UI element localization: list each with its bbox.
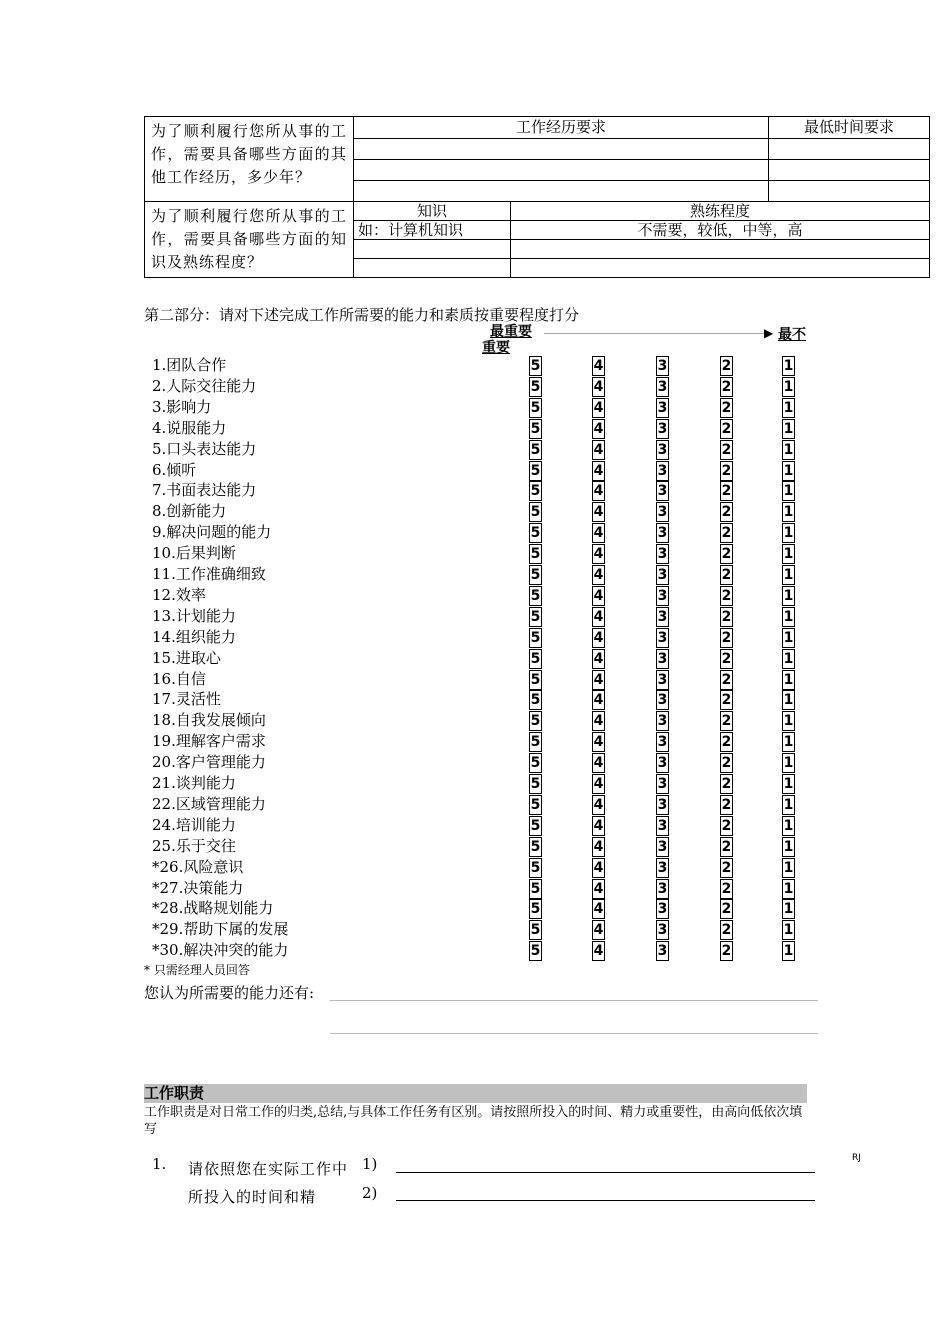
score-option-5[interactable]: 5: [530, 378, 541, 395]
score-option-2[interactable]: 2: [721, 901, 732, 918]
score-option-5[interactable]: 5: [530, 525, 541, 542]
score-option-3[interactable]: 3: [657, 546, 668, 563]
score-option-5[interactable]: 5: [530, 713, 541, 730]
score-option-4[interactable]: 4: [593, 587, 604, 604]
ability-label: *29.帮助下属的发展: [152, 920, 289, 939]
corner-mark: RJ: [852, 1153, 861, 1163]
manager-note: * 只需经理人员回答: [144, 963, 250, 977]
score-option-2[interactable]: 2: [721, 922, 732, 939]
score-option-3[interactable]: 3: [657, 776, 668, 792]
ability-label: 11.工作准确细致: [152, 565, 266, 583]
proficiency-input-cell[interactable]: [511, 240, 930, 259]
score-option-1[interactable]: 1: [783, 755, 794, 772]
score-option-5[interactable]: 5: [530, 650, 541, 667]
ability-row: [152, 836, 802, 857]
score-option-5[interactable]: 5: [530, 796, 541, 813]
experience-header: 工作经历要求: [354, 117, 769, 139]
score-option-2[interactable]: 2: [721, 546, 732, 563]
score-option-3[interactable]: 3: [657, 796, 668, 813]
score-option-5[interactable]: 5: [530, 859, 541, 876]
score-option-2[interactable]: 2: [721, 420, 732, 437]
ability-label: 9.解决问题的能力: [152, 523, 272, 542]
ability-row: [152, 857, 802, 878]
score-option-1[interactable]: 1: [783, 880, 794, 897]
score-option-3[interactable]: 3: [657, 378, 668, 395]
duty-question-number: 1.: [152, 1155, 167, 1173]
score-option-3[interactable]: 3: [657, 734, 668, 751]
answer-label-1: 1): [362, 1155, 378, 1173]
ability-label: 21.谈判能力: [152, 774, 236, 792]
score-option-3[interactable]: 3: [657, 943, 668, 960]
score-option-2[interactable]: 2: [721, 567, 732, 583]
score-option-2[interactable]: 2: [721, 713, 732, 730]
score-option-4[interactable]: 4: [593, 567, 604, 583]
score-option-2[interactable]: 2: [721, 817, 732, 834]
ability-row: [152, 878, 802, 899]
score-option-1[interactable]: 1: [783, 483, 794, 500]
arrow-right-icon: ▶: [764, 326, 774, 340]
score-option-1[interactable]: 1: [783, 692, 794, 709]
score-option-4[interactable]: 4: [593, 922, 604, 939]
score-option-2[interactable]: 2: [721, 650, 732, 667]
proficiency-example: 不需要，较低，中等，高: [511, 221, 930, 240]
ability-label: 24.培训能力: [152, 815, 236, 834]
score-option-3[interactable]: 3: [657, 922, 668, 939]
knowledge-input-cell[interactable]: [354, 240, 511, 259]
ability-row: [152, 543, 802, 564]
score-option-4[interactable]: 4: [593, 546, 604, 563]
score-option-3[interactable]: 3: [657, 629, 668, 646]
score-option-4[interactable]: 4: [593, 859, 604, 876]
score-option-4[interactable]: 4: [593, 692, 604, 709]
ability-label: 25.乐于交往: [152, 836, 236, 855]
score-option-3[interactable]: 3: [657, 399, 668, 416]
score-option-1[interactable]: 1: [783, 358, 794, 374]
score-option-2[interactable]: 2: [721, 629, 732, 646]
ability-label: 14.组织能力: [152, 627, 236, 646]
ability-row: [152, 606, 802, 627]
score-option-2[interactable]: 2: [721, 378, 732, 395]
score-option-4[interactable]: 4: [593, 650, 604, 667]
score-option-1[interactable]: 1: [783, 441, 794, 458]
score-option-3[interactable]: 3: [657, 838, 668, 855]
ability-row: [152, 418, 802, 439]
score-option-1[interactable]: 1: [783, 713, 794, 730]
duty-question-text: 请依照您在实际工作中所投入的时间和精: [188, 1160, 349, 1206]
more-abilities-prompt: 您认为所需要的能力还有:: [144, 984, 315, 1002]
score-option-5[interactable]: 5: [530, 629, 541, 646]
ability-row: [152, 919, 802, 940]
ability-label: *28.战略规划能力: [152, 899, 274, 918]
experience-question: 为了顺利履行您所从事的工作，需要具备哪些方面的其他工作经历，多少年？: [145, 117, 354, 202]
score-option-5[interactable]: 5: [530, 546, 541, 563]
score-option-1[interactable]: 1: [783, 546, 794, 563]
min-time-input-cell[interactable]: [769, 181, 930, 202]
score-option-1[interactable]: 1: [783, 901, 794, 918]
score-option-5[interactable]: 5: [530, 462, 541, 479]
proficiency-header: 熟练程度: [511, 202, 930, 221]
score-option-1[interactable]: 1: [783, 796, 794, 813]
score-option-3[interactable]: 3: [657, 358, 668, 374]
score-option-3[interactable]: 3: [657, 608, 668, 625]
score-option-3[interactable]: 3: [657, 567, 668, 583]
score-option-1[interactable]: 1: [783, 399, 794, 416]
score-option-5[interactable]: 5: [530, 734, 541, 751]
ability-row: [152, 689, 802, 710]
score-option-5[interactable]: 5: [530, 358, 541, 374]
score-option-1[interactable]: 1: [783, 378, 794, 395]
score-option-2[interactable]: 2: [721, 399, 732, 416]
score-option-2[interactable]: 2: [721, 504, 732, 521]
ability-label: 1.团队合作: [152, 356, 227, 374]
score-option-3[interactable]: 3: [657, 483, 668, 500]
score-option-5[interactable]: 5: [530, 943, 541, 960]
score-option-5[interactable]: 5: [530, 755, 541, 772]
answer-line-1[interactable]: [396, 1172, 815, 1173]
ability-row: [152, 752, 802, 773]
duties-title: 工作职责: [144, 1084, 807, 1103]
min-time-input-cell[interactable]: [769, 160, 930, 181]
score-option-3[interactable]: 3: [657, 525, 668, 542]
score-option-3[interactable]: 3: [657, 713, 668, 730]
score-option-4[interactable]: 4: [593, 504, 604, 521]
experience-input-cell[interactable]: [354, 139, 769, 160]
score-option-1[interactable]: 1: [783, 608, 794, 625]
ability-row: [152, 710, 802, 731]
least-important-label: 最不: [778, 327, 806, 343]
ability-row: [152, 898, 802, 919]
ability-row: [152, 773, 802, 794]
score-option-4[interactable]: 4: [593, 420, 604, 437]
score-option-2[interactable]: 2: [721, 692, 732, 709]
score-option-2[interactable]: 2: [721, 587, 732, 604]
ability-label: 15.进取心: [152, 648, 221, 667]
score-option-1[interactable]: 1: [783, 567, 794, 583]
score-option-3[interactable]: 3: [657, 692, 668, 709]
ability-label: 16.自信: [152, 669, 206, 688]
most-important-label-line1: 最重要: [490, 324, 532, 340]
more-abilities-line[interactable]: [330, 1000, 818, 1001]
ability-label: 19.理解客户需求: [152, 732, 266, 751]
score-option-5[interactable]: 5: [530, 901, 541, 918]
score-option-4[interactable]: 4: [593, 671, 604, 688]
knowledge-example: 如：计算机知识: [354, 221, 511, 240]
score-option-2[interactable]: 2: [721, 859, 732, 876]
score-option-1[interactable]: 1: [783, 817, 794, 834]
score-option-4[interactable]: 4: [593, 441, 604, 458]
score-option-5[interactable]: 5: [530, 441, 541, 458]
score-option-1[interactable]: 1: [783, 629, 794, 646]
ability-row: [152, 669, 802, 690]
ability-label: *27.决策能力: [152, 878, 244, 897]
score-option-3[interactable]: 3: [657, 817, 668, 834]
ability-label: *26.风险意识: [152, 857, 244, 876]
ability-row: [152, 585, 802, 606]
experience-input-cell[interactable]: [354, 181, 769, 202]
score-option-5[interactable]: 5: [530, 420, 541, 437]
score-option-1[interactable]: 1: [783, 943, 794, 960]
score-option-3[interactable]: 3: [657, 420, 668, 437]
knowledge-header: 知识: [354, 202, 511, 221]
ability-row: [152, 480, 802, 501]
ability-label: 7.书面表达能力: [152, 481, 257, 500]
score-option-4[interactable]: 4: [593, 483, 604, 500]
ability-label: 3.影响力: [152, 397, 212, 416]
score-option-1[interactable]: 1: [783, 671, 794, 688]
ability-row: [152, 627, 802, 648]
min-time-input-cell[interactable]: [769, 139, 930, 160]
duties-description: 工作职责是对日常工作的归类,总结,与具体工作任务有区别。请按照所投入的时间、精力或重要性，由高向低依次填写: [144, 1105, 803, 1137]
ability-label: 20.客户管理能力: [152, 753, 266, 772]
score-option-4[interactable]: 4: [593, 796, 604, 813]
score-option-2[interactable]: 2: [721, 943, 732, 960]
score-option-3[interactable]: 3: [657, 671, 668, 688]
ability-row: [152, 355, 802, 376]
ability-row: [152, 501, 802, 522]
most-important-label-line2: 重要: [482, 340, 510, 356]
experience-input-cell[interactable]: [354, 160, 769, 181]
score-option-5[interactable]: 5: [530, 880, 541, 897]
ability-row: [152, 460, 802, 481]
min-time-header: 最低时间要求: [769, 117, 930, 139]
score-option-5[interactable]: 5: [530, 504, 541, 521]
score-option-5[interactable]: 5: [530, 483, 541, 500]
score-option-5[interactable]: 5: [530, 608, 541, 625]
ability-row: [152, 648, 802, 669]
score-option-3[interactable]: 3: [657, 462, 668, 479]
score-option-3[interactable]: 3: [657, 880, 668, 897]
ability-row: [152, 522, 802, 543]
score-option-3[interactable]: 3: [657, 587, 668, 604]
ability-row: [152, 731, 802, 752]
score-option-4[interactable]: 4: [593, 776, 604, 792]
score-option-5[interactable]: 5: [530, 692, 541, 709]
score-option-4[interactable]: 4: [593, 608, 604, 625]
score-option-2[interactable]: 2: [721, 755, 732, 772]
ability-row: [152, 794, 802, 815]
score-option-3[interactable]: 3: [657, 901, 668, 918]
most-important-label: [482, 324, 532, 356]
score-option-3[interactable]: 3: [657, 441, 668, 458]
score-option-1[interactable]: 1: [783, 525, 794, 542]
score-option-2[interactable]: 2: [721, 525, 732, 542]
score-option-2[interactable]: 2: [721, 441, 732, 458]
ability-row: [152, 439, 802, 460]
score-option-1[interactable]: 1: [783, 859, 794, 876]
more-abilities-line[interactable]: [330, 1033, 818, 1034]
ability-row: [152, 815, 802, 836]
ability-label: 8.创新能力: [152, 502, 227, 521]
score-option-4[interactable]: 4: [593, 943, 604, 960]
score-option-1[interactable]: 1: [783, 922, 794, 939]
knowledge-input-cell[interactable]: [354, 259, 511, 278]
score-option-4[interactable]: 4: [593, 755, 604, 772]
score-option-5[interactable]: 5: [530, 671, 541, 688]
score-option-1[interactable]: 1: [783, 587, 794, 604]
score-option-5[interactable]: 5: [530, 567, 541, 583]
score-option-3[interactable]: 3: [657, 859, 668, 876]
ability-label: 17.灵活性: [152, 690, 221, 709]
score-option-2[interactable]: 2: [721, 608, 732, 625]
score-option-5[interactable]: 5: [530, 838, 541, 855]
score-option-3[interactable]: 3: [657, 504, 668, 521]
part2-title: 第二部分：请对下述完成工作所需要的能力和素质按重要程度打分: [144, 306, 580, 324]
proficiency-input-cell[interactable]: [511, 259, 930, 278]
score-option-5[interactable]: 5: [530, 776, 541, 792]
score-option-4[interactable]: 4: [593, 734, 604, 751]
score-option-4[interactable]: 4: [593, 880, 604, 897]
score-option-4[interactable]: 4: [593, 713, 604, 730]
knowledge-question: 为了顺利履行您所从事的工作，需要具备哪些方面的知识及熟练程度？: [145, 202, 354, 278]
score-option-4[interactable]: 4: [593, 399, 604, 416]
score-option-1[interactable]: 1: [783, 462, 794, 479]
ability-row: [152, 564, 802, 585]
ability-label: 2.人际交往能力: [152, 376, 257, 395]
score-option-5[interactable]: 5: [530, 399, 541, 416]
score-option-4[interactable]: 4: [593, 901, 604, 918]
score-option-2[interactable]: 2: [721, 838, 732, 855]
score-option-1[interactable]: 1: [783, 776, 794, 792]
ability-label: 18.自我发展倾向: [152, 711, 266, 730]
score-option-5[interactable]: 5: [530, 922, 541, 939]
ability-row: [152, 940, 802, 961]
score-option-1[interactable]: 1: [783, 504, 794, 521]
score-option-3[interactable]: 3: [657, 755, 668, 772]
score-option-4[interactable]: 4: [593, 462, 604, 479]
score-option-5[interactable]: 5: [530, 817, 541, 834]
score-option-2[interactable]: 2: [721, 880, 732, 897]
score-option-1[interactable]: 1: [783, 650, 794, 667]
score-option-2[interactable]: 2: [721, 462, 732, 479]
ability-row: [152, 397, 802, 418]
score-option-2[interactable]: 2: [721, 358, 732, 374]
score-option-1[interactable]: 1: [783, 838, 794, 855]
score-option-2[interactable]: 2: [721, 734, 732, 751]
ability-row: [152, 376, 802, 397]
answer-line-2[interactable]: [396, 1200, 815, 1201]
ability-label: 6.倾听: [152, 460, 197, 479]
score-option-4[interactable]: 4: [593, 525, 604, 542]
score-option-4[interactable]: 4: [593, 838, 604, 855]
ability-label: 5.口头表达能力: [152, 439, 257, 458]
score-option-2[interactable]: 2: [721, 796, 732, 813]
score-option-4[interactable]: 4: [593, 817, 604, 834]
scale-arrow-line: [544, 333, 766, 334]
score-option-4[interactable]: 4: [593, 358, 604, 374]
ability-label: 10.后果判断: [152, 544, 236, 563]
score-option-2[interactable]: 2: [721, 671, 732, 688]
ability-label: 13.计划能力: [152, 606, 236, 625]
experience-knowledge-table: [144, 116, 930, 278]
ability-label: 4.说服能力: [152, 418, 227, 437]
ability-label: 22.区域管理能力: [152, 794, 266, 813]
ability-label: *30.解决冲突的能力: [152, 941, 289, 960]
score-option-2[interactable]: 2: [721, 776, 732, 792]
answer-label-2: 2): [362, 1184, 378, 1202]
score-option-2[interactable]: 2: [721, 483, 732, 500]
score-option-1[interactable]: 1: [783, 420, 794, 437]
score-option-5[interactable]: 5: [530, 587, 541, 604]
score-option-4[interactable]: 4: [593, 378, 604, 395]
ability-label: 12.效率: [152, 585, 206, 604]
score-option-1[interactable]: 1: [783, 734, 794, 751]
score-option-3[interactable]: 3: [657, 650, 668, 667]
score-option-4[interactable]: 4: [593, 629, 604, 646]
